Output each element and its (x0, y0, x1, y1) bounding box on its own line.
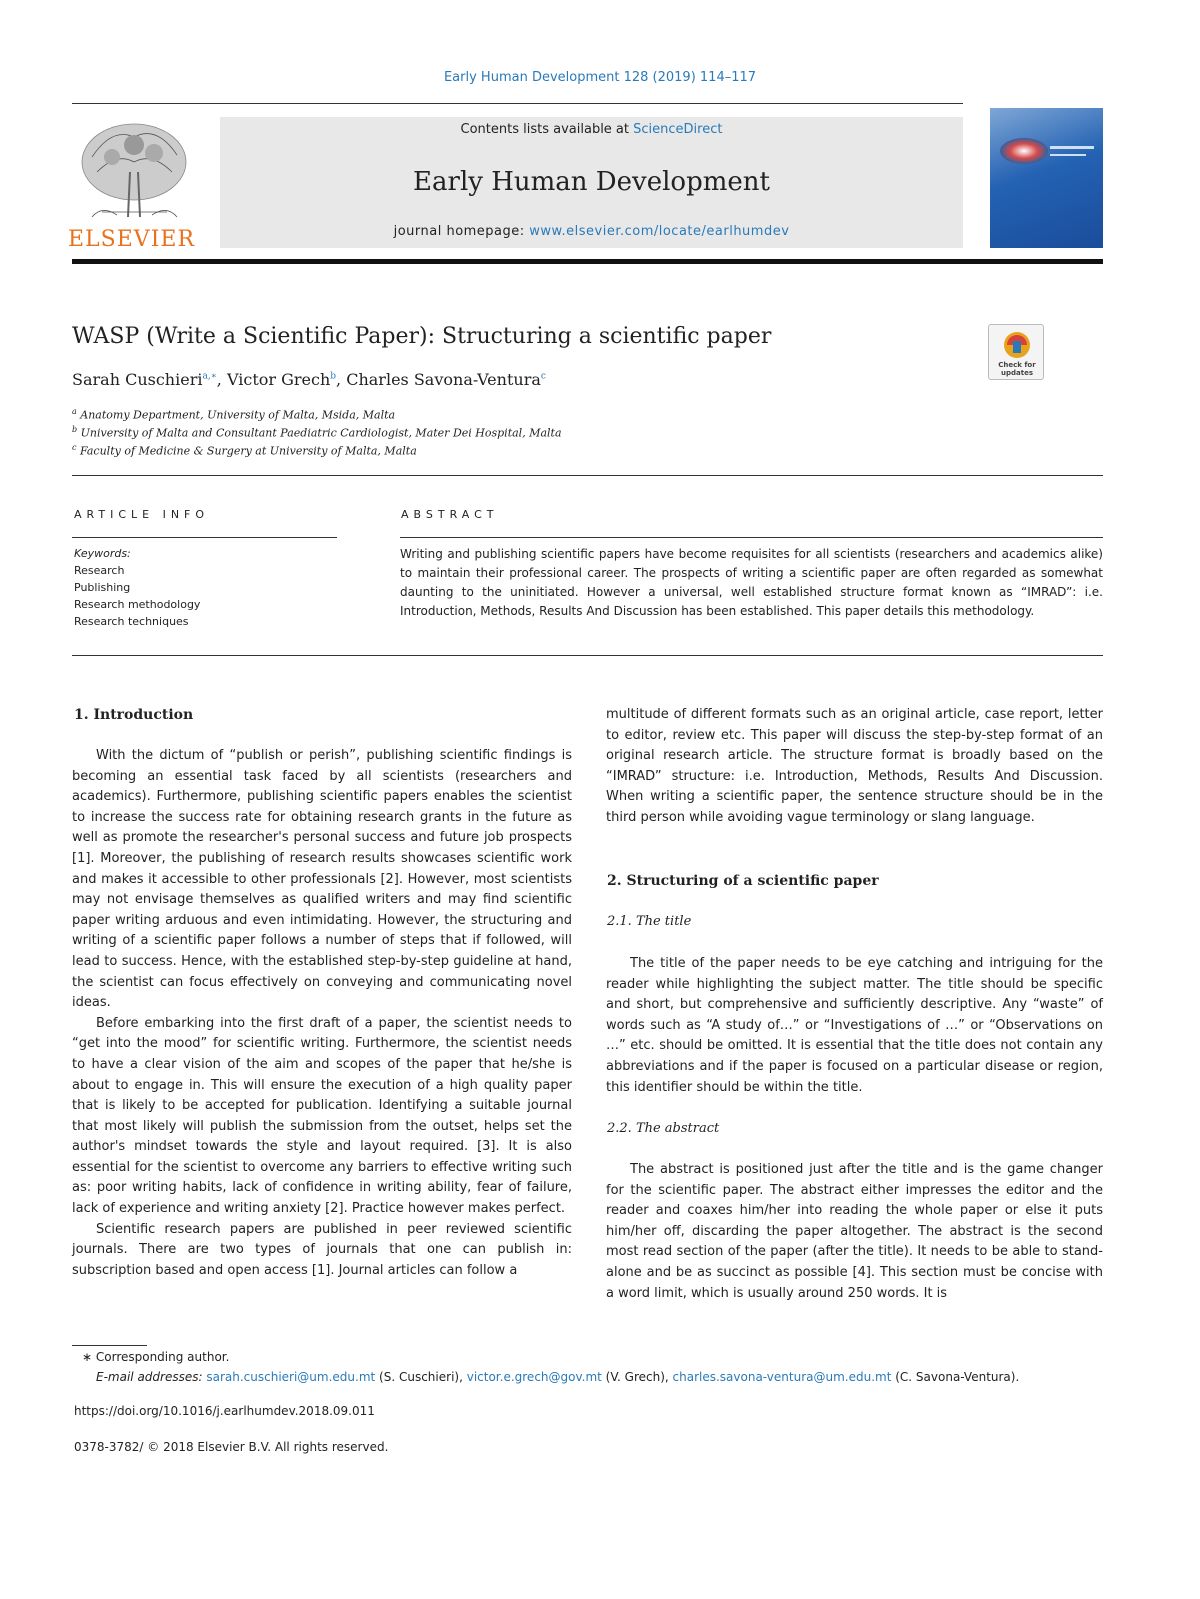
subsection-heading-abstract: 2.2. The abstract (607, 1121, 720, 1136)
abstract-text: Writing and publishing scientific papers have become requisites for all scientists (researchers and academics alike) to maintain their professional career. The prospects of writing a scientific paper are often regarded as somewhat daunting to the uninitiated. However a universal, well established structure format known as “IMRAD”: i.e. Introduction, Methods, Results And Discussion has been established. This paper details this methodology. (400, 547, 1103, 618)
section-heading-introduction: 1. Introduction (74, 707, 194, 723)
email-owner: (C. Savona-Ventura). (891, 1370, 1020, 1384)
masthead-rule (72, 259, 1103, 264)
cover-title-line (1050, 146, 1094, 149)
email-owner: (S. Cuschieri), (375, 1370, 467, 1384)
affiliation-sup: b (72, 425, 78, 434)
left-column (72, 746, 572, 1281)
affiliation-text: University of Malta and Consultant Paediatric Cardiologist, Mater Dei Hospital, Malta (80, 426, 562, 440)
paragraph: The title of the paper needs to be eye catching and intriguing for the reader while highlighting the subject matter. The title should be specific and short, but comprehensive and sufficiently descriptive. Any “waste” of words such as “A study of…” or “Investigations of …” or “Observations on …” etc. should be omitted. It is essential that the title does not contain any abbreviations and if the paper is focused on a particular disease or region, this identifier should be within the title. (606, 956, 1103, 1095)
journal-cover-thumbnail[interactable] (990, 108, 1103, 248)
affiliation (72, 407, 395, 422)
elsevier-wordmark: ELSEVIER (68, 227, 196, 252)
article-info-heading: ARTICLE INFO (74, 508, 210, 521)
author-name[interactable]: Charles Savona-Ventura (346, 370, 541, 389)
subsection-heading-title: 2.1. The title (607, 914, 692, 929)
author-name[interactable]: Sarah Cuschieri (72, 370, 203, 389)
author-sup[interactable]: a,∗ (202, 371, 217, 382)
homepage-line (220, 224, 963, 239)
email-label: E-mail addresses: (96, 1370, 207, 1384)
cover-title-line (1050, 154, 1086, 156)
section-rule (72, 655, 1103, 656)
homepage-link[interactable]: www.elsevier.com/locate/earlhumdev (529, 224, 790, 239)
paragraph: multitude of different formats such as an original article, case report, letter to editor, review etc. This paper will discuss the step-by-step format of an original research article. The structure format is broadly based on the “IMRAD” structure: i.e. Introduction, Methods, Results And Discussion. When writing a scientific paper, the sentence structure should be in the third person while avoiding vague terminology or slang language. (606, 707, 1103, 825)
paragraph: Before embarking into the first draft of a paper, the scientist needs to “get into the mood” for scientific writing. Furthermore, the scientist needs to have a clear vision of the aim and scopes of the paper that he/she is about to engage in. This will ensure the execution of a high quality paper that is likely to be accepted for publication. Identifying a suitable journal that most likely will publish the submission from the outset, helps set the author's mindset towards the style and layout required. [3]. It is also essential for the scientist to overcome any barriers to effective writing such as: poor writing habits, lack of confidence in writing ability, fear of failure, lack of experience and writing anxiety [2]. Practice however makes perfect. (72, 1015, 572, 1217)
email-owner: (V. Grech), (601, 1370, 673, 1384)
paragraph: Scientific research papers are published in peer reviewed scientific journals. There are two types of journals that one can publish in: subscription based and open access [1]. Journal articles can follow a (72, 1221, 572, 1278)
journal-masthead (220, 117, 963, 248)
author-sup[interactable]: b (330, 371, 337, 382)
keyword: Publishing (74, 581, 131, 594)
keywords-label: Keywords: (74, 547, 131, 560)
affiliation-text: Anatomy Department, University of Malta, Msida, Malta (80, 408, 396, 422)
email-link[interactable]: victor.e.grech@gov.mt (466, 1370, 602, 1384)
keyword: Research methodology (74, 598, 201, 611)
journal-name: Early Human Development (413, 167, 770, 197)
contents-line (220, 122, 963, 137)
keyword: Research techniques (74, 615, 189, 628)
abstract-rule (400, 537, 1103, 538)
email-link[interactable]: charles.savona-ventura@um.edu.mt (672, 1370, 892, 1384)
contents-prefix: Contents lists available at (460, 122, 634, 137)
info-rule (72, 537, 337, 538)
check-for-updates-button[interactable] (988, 324, 1044, 380)
footnote-rule (72, 1345, 147, 1346)
section-rule (72, 475, 1103, 476)
author-name[interactable]: Victor Grech (226, 370, 331, 389)
affiliation-sup: a (72, 407, 77, 416)
email-link[interactable]: sarah.cuschieri@um.edu.mt (206, 1370, 376, 1384)
right-column-top (606, 705, 1103, 829)
corresponding-author-note: ∗ Corresponding author. (82, 1350, 230, 1364)
cover-graphic (1000, 138, 1048, 164)
header-rule (72, 103, 963, 104)
check-updates-label: Check for updates (998, 361, 1036, 377)
keyword: Research (74, 564, 125, 577)
affiliation-sup: c (72, 443, 77, 452)
email-line (96, 1370, 1106, 1384)
sciencedirect-link[interactable]: ScienceDirect (633, 122, 723, 137)
homepage-prefix: journal homepage: (393, 224, 530, 239)
elsevier-logo[interactable] (68, 117, 197, 252)
right-column-title-section (606, 954, 1103, 1098)
right-column-abstract-section (606, 1160, 1103, 1304)
journal-citation[interactable]: Early Human Development 128 (2019) 114–117 (443, 70, 757, 85)
affiliation (72, 425, 562, 440)
author-list: Sarah Cuschieri$^{a,∗}$, Victor Grech$^b$, Charles Savona-Ventura$^c$ (72, 370, 546, 389)
article-title: WASP (Write a Scientific Paper): Structuring a scientific paper (72, 324, 772, 349)
section-heading-structuring: 2. Structuring of a scientific paper (607, 873, 879, 889)
affiliation-text: Faculty of Medicine & Surgery at University of Malta, Malta (79, 444, 417, 458)
abstract-heading: ABSTRACT (401, 508, 499, 521)
doi-link[interactable]: https://doi.org/10.1016/j.earlhumdev.2018.09.011 (74, 1404, 375, 1418)
paragraph: With the dictum of “publish or perish”, publishing scientific findings is becoming an essential task faced by all scientists (researchers and academics). Furthermore, publishing scientific papers enables the scientist to increase the success rate for obtaining research grants in the future as well as promote the researcher's personal success and future job prospects [1]. Moreover, the publishing of research results showcases scientific work and makes it accessible to other professionals [2]. However, most scientists may not envisage themselves as qualified writers and may find scientific paper writing arduous and even intimidating. However, the structuring and writing of a scientific paper follows a number of steps that if followed, will lead to success. Hence, with the established step-by-step guideline at hand, the scientist can focus effectively on conveying and communicating novel ideas. (72, 748, 572, 1011)
author-sup[interactable]: c (540, 371, 546, 382)
paragraph: The abstract is positioned just after the title and is the game changer for the scientific paper. The abstract either impresses the editor and the reader and coaxes him/her into reading the whole paper or else it puts him/her off, discarding the paper altogether. The abstract is the second most read section of the paper (after the title). It needs to be able to stand-alone and be as succinct as possible [4]. This section must be concise with a word limit, which is usually around 250 words. It is (606, 1162, 1103, 1301)
affiliation (72, 443, 417, 458)
copyright-line: 0378-3782/ © 2018 Elsevier B.V. All rights reserved. (74, 1440, 389, 1454)
